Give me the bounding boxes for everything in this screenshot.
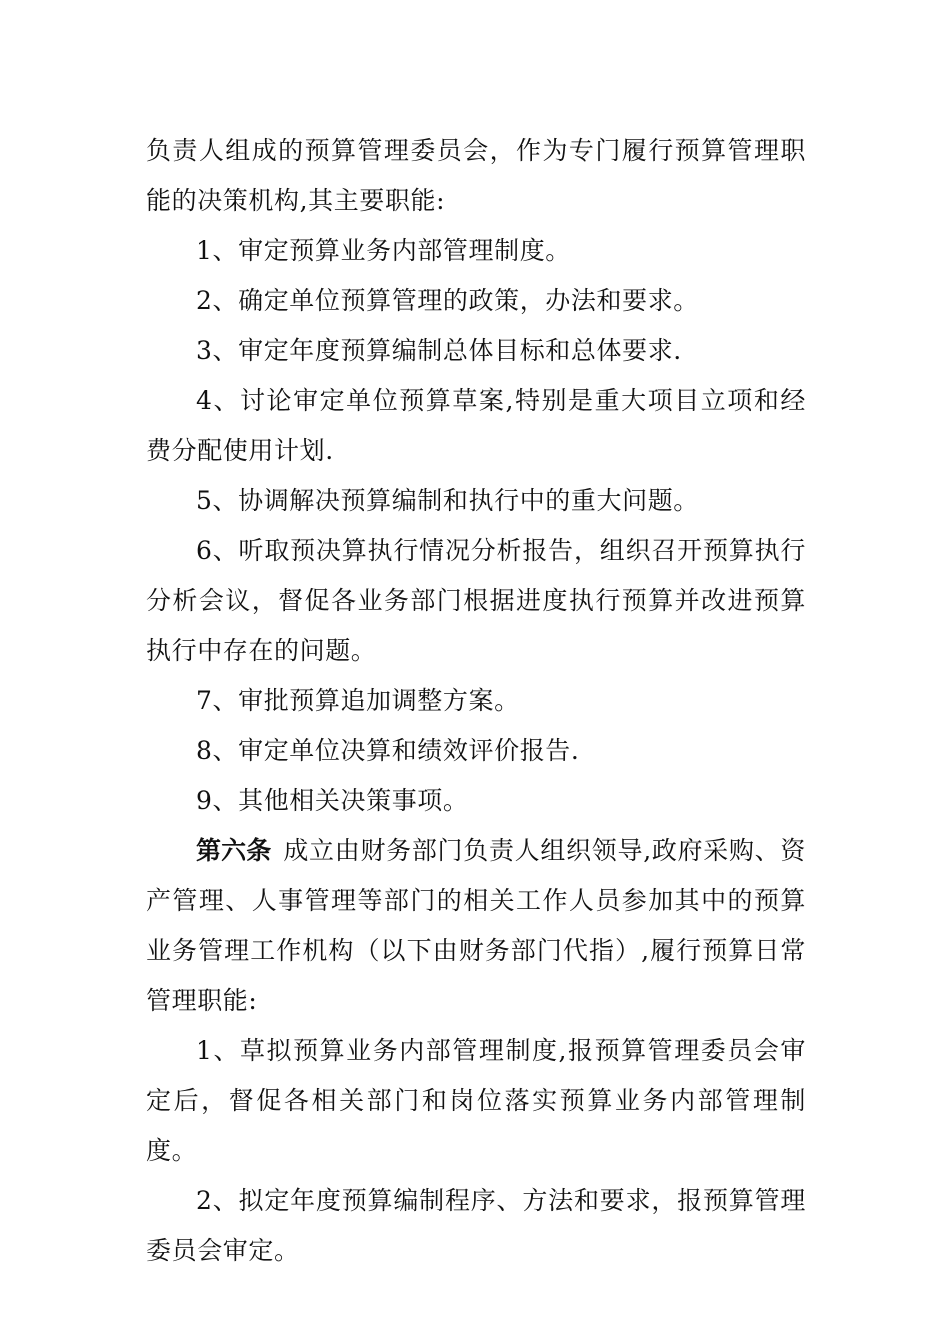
list-item-5: 5、协调解决预算编制和执行中的重大问题。 [196, 486, 699, 515]
list-item-6: 6、听取预决算执行情况分析报告，组织召开预算执行分析会议，督促各业务部门根据进度执行预算并改进预算执行中存在的问题。 [146, 536, 806, 665]
list-item-2: 2、确定单位预算管理的政策，办法和要求。 [196, 286, 699, 315]
intro-paragraph: 负责人组成的预算管理委员会，作为专门履行预算管理职能的决策机构,其主要职能: [146, 136, 806, 215]
list-item-7: 7、审批预算追加调整方案。 [196, 686, 520, 715]
list-item-4: 4、讨论审定单位预算草案,特别是重大项目立项和经费分配使用计划. [146, 386, 806, 465]
article-6-item-1: 1、草拟预算业务内部管理制度,报预算管理委员会审定后，督促各相关部门和岗位落实预算业务内部管理制度。 [146, 1036, 806, 1165]
article-6-text: 成立由财务部门负责人组织领导,政府采购、资产管理、人事管理等部门的相关工作人员参加其中的预算业务管理工作机构（以下由财务部门代指）,履行预算日常管理职能: [146, 836, 806, 1015]
list-item-8: 8、审定单位决算和绩效评价报告. [196, 736, 580, 765]
list-item-1: 1、审定预算业务内部管理制度。 [196, 236, 571, 265]
article-6-item-2: 2、拟定年度预算编制程序、方法和要求，报预算管理委员会审定。 [146, 1186, 806, 1265]
list-item-3: 3、审定年度预算编制总体目标和总体要求. [196, 336, 682, 365]
article-6-label: 第六条 [196, 836, 272, 865]
list-item-9: 9、其他相关决策事项。 [196, 786, 469, 815]
document-body [146, 126, 806, 1276]
article-6-paragraph [146, 826, 806, 1026]
